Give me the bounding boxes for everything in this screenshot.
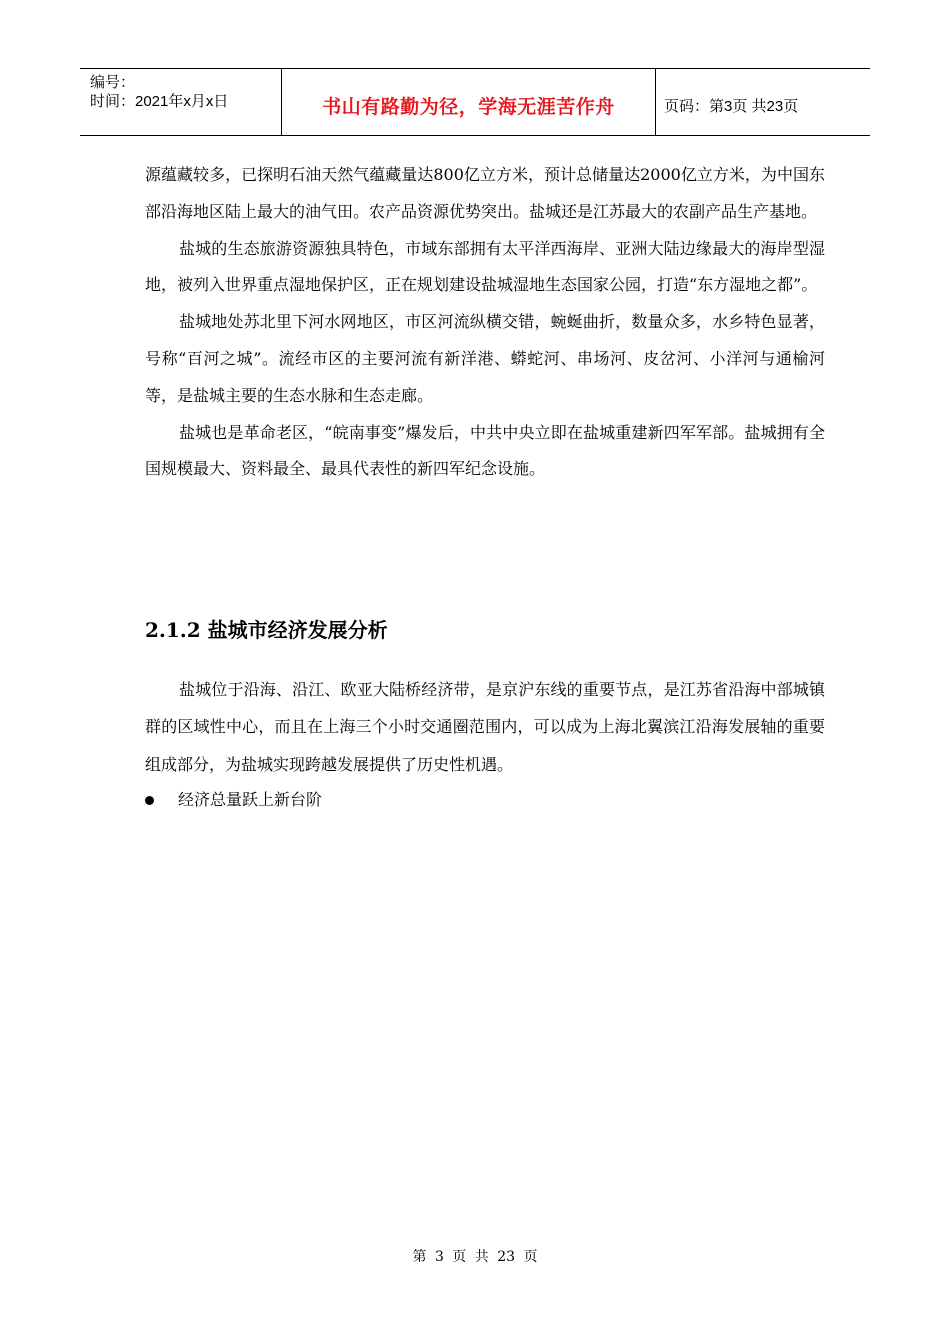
paragraph-revolution: 盐城也是革命老区，“皖南事变”爆发后，中共中央立即在盐城重建新四军军部。盐城拥有全国规模最大、资料最全、最具代表性的新四军纪念设施。 [145, 422, 825, 479]
body-text [145, 157, 825, 488]
paragraph-ecotourism: 盐城的生态旅游资源独具特色，市域东部拥有太平洋西海岸、亚洲大陆边缘最大的海岸型湿地，被列入世界重点湿地保护区，正在规划建设盐城湿地生态国家公园，打造“东方湿地之都”。 [145, 238, 825, 295]
document-number-label: 编号： [90, 74, 136, 91]
header-motto-cell [282, 69, 656, 135]
bullet-text: 经济总量跃上新台阶 [178, 790, 323, 809]
section-heading: 2.1.2 盐城市经济发展分析 [145, 618, 388, 642]
header-page-code-cell [656, 69, 870, 135]
bullet-item [145, 782, 322, 818]
header-motto: 书山有路勤为径，学海无涯苦作舟 [322, 95, 615, 118]
header-meta [80, 69, 282, 135]
section-body [145, 671, 825, 783]
page-header [80, 68, 870, 136]
bullet-dot-icon [145, 796, 154, 805]
paragraph-rivers: 盐城地处苏北里下河水网地区，市区河流纵横交错，蜿蜒曲折，数量众多，水乡特色显著，号称“百河之城”。流经市区的主要河流有新洋港、蟒蛇河、串场河、皮岔河、小洋河与通榆河等，是盐城主要的生态水脉和生态走廊。 [145, 312, 825, 405]
paragraph-resources: 源蕴藏较多，已探明石油天然气蕴藏量达800亿立方米，预计总储量达2000亿立方米，为中国东部沿海地区陆上最大的油气田。农产品资源优势突出。盐城还是江苏最大的农副产品生产基地。 [145, 165, 825, 221]
page-footer: 第 3 页 共 23 页 [412, 1249, 538, 1265]
header-page-code: 页码：第3页 共23页 [664, 97, 799, 115]
paragraph-economy: 盐城位于沿海、沿江、欧亚大陆桥经济带，是京沪东线的重要节点，是江苏省沿海中部城镇群的区域性中心，而且在上海三个小时交通圈范围内，可以成为上海北翼滨江沿海发展轴的重要组成部分，为盐城实现跨越发展提供了历史性机遇。 [145, 680, 825, 774]
document-time-label: 时间：2021年x月x日 [90, 93, 229, 110]
